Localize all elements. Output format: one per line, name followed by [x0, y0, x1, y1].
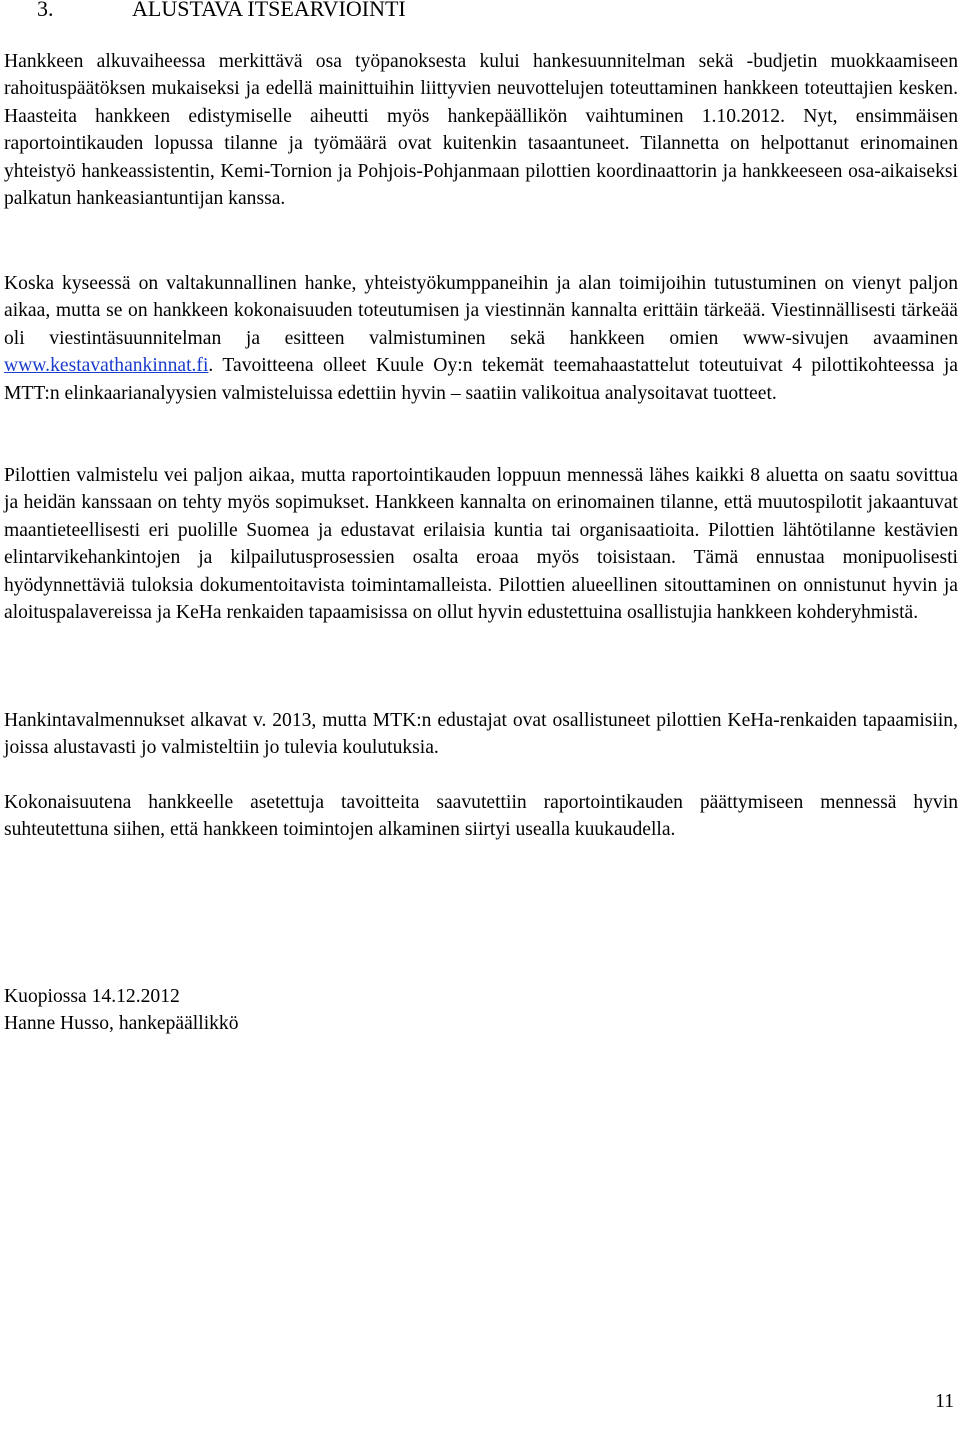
paragraph-2-text-start: Koska kyseessä on valtakunnallinen hanke, yhteistyökumppaneihin ja alan toimijoihin tutustuminen on vienyt paljon aikaa, mutta se on hankkeen kokonaisuuden toteutumisen ja viestinnän kannalta erittäin tärkeää. Viestinnällisesti tärkeää oli viestintäsuunnitelman ja esitteen valmistuminen sekä hankkeen omien www-sivujen avaaminen — [4, 273, 958, 349]
signature-place-date: Kuopiossa 14.12.2012 — [4, 986, 180, 1007]
section-title: ALUSTAVA ITSEARVIOINTI — [132, 0, 406, 21]
paragraph-3: Pilottien valmistelu vei paljon aikaa, mutta raportointikauden loppuun mennessä lähes kaikki 8 aluetta on saatu sovittua ja heidän kanssaan on tehty myös sopimukset. Hankkeen kannalta on erinomainen tilanne, että muutospilotit jakaantuvat maantieteellisesti eri puolille Suomea ja edustavat erilaisia kuntia tai organisaatioita. Pilottien lähtötilanne kestävien elintarvikehankintojen ja kilpailutusprosessien osalta eroaa myös toisistaan. Tämä ennustaa monipuolisesti hyödynnettäviä tuloksia dokumentoitavista toimintamalleista. Pilottien alueellinen sitouttaminen on onnistunut hyvin ja aloituspalavereissa ja KeHa renkaiden tapaamisissa on ollut hyvin edustettuina osallistujia hankkeen kohderyhmistä. — [4, 465, 958, 624]
paragraph-1: Hankkeen alkuvaiheessa merkittävä osa työpanoksesta kului hankesuunnitelman sekä -budjetin muokkaamiseen rahoituspäätöksen mukaiseksi ja edellä mainittuihin liittyvien neuvottelujen toteuttaminen hankkeen toteuttajien kesken. Haasteita hankkeen edistymiselle aiheutti myös hankepäällikön vaihtuminen 1.10.2012. Nyt, ensimmäisen raportointikauden lopussa tilanne ja työmäärä ovat kuitenkin tasaantuneet. Tilannetta on helpottanut erinomainen yhteistyö hankeassistentin, Kemi-Tornion ja Pohjois-Pohjanmaan pilottien koordinaattorin ja hankkeeseen osa-aikaiseksi palkatun hankeasiantuntijan kanssa. — [4, 51, 958, 210]
paragraph-4: Hankintavalmennukset alkavat v. 2013, mutta MTK:n edustajat ovat osallistuneet pilottien KeHa-renkaiden tapaamisiin, joissa alustavasti jo valmisteltiin jo tulevia koulutuksia. — [4, 710, 958, 759]
page-number: 11 — [935, 1391, 954, 1412]
signature-name: Hanne Husso, hankepäällikkö — [4, 1013, 239, 1034]
website-link[interactable]: www.kestavathankinnat.fi — [4, 355, 209, 377]
paragraph-2 — [4, 270, 958, 407]
paragraph-5: Kokonaisuutena hankkeelle asetettuja tavoitteita saavutettiin raportointikauden päättymiseen mennessä hyvin suhteutettuna siihen, että hankkeen toimintojen alkaminen siirtyi usealla kuukaudella. — [4, 792, 958, 841]
section-number: 3. — [37, 0, 54, 21]
section-heading — [37, 0, 406, 24]
paragraph-2-text-end: . Tavoitteena olleet Kuule Oy:n tekemät teemahaastattelut toteutuivat 4 pilottikohteessa ja MTT:n elinkaarianalyysien valmisteluissa edettiin hyvin – saatiin valikoitua analysoitavat tuotteet. — [4, 355, 958, 404]
